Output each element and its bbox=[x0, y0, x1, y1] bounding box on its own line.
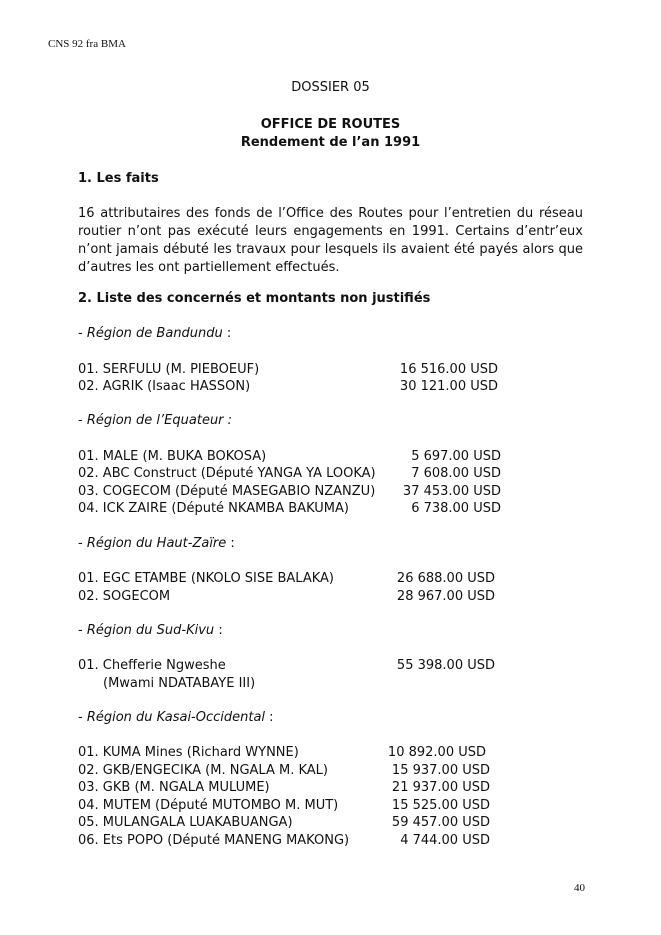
list-item-label: 03. GKB (M. NGALA MULUME) bbox=[78, 780, 270, 795]
list-item-amount: 30 121.00 USD bbox=[399, 379, 498, 394]
list-item-amount: 28 967.00 USD bbox=[396, 589, 495, 604]
page-number: 40 bbox=[574, 882, 585, 894]
region-heading: - Région du Kasai-Occidental : bbox=[78, 710, 274, 725]
list-item-amount: 10 892.00 USD bbox=[387, 745, 486, 760]
list-item-label: 05. MULANGALA LUAKABUANGA) bbox=[78, 815, 293, 830]
list-item-label: 01. SERFULU (M. PIEBOEUF) bbox=[78, 362, 260, 377]
region-heading: - Région de Bandundu : bbox=[78, 326, 232, 341]
list-item-amount: 15 525.00 USD bbox=[391, 798, 490, 813]
list-item-amount: 7 608.00 USD bbox=[411, 466, 501, 481]
list-item-amount: 37 453.00 USD bbox=[402, 484, 501, 499]
list-item-label: 04. MUTEM (Député MUTOMBO M. MUT) bbox=[78, 798, 339, 813]
list-item-label: 02. GKB/ENGECIKA (M. NGALA M. KAL) bbox=[78, 763, 328, 778]
list-item-label: 02. ABC Construct (Député YANGA YA LOOKA) bbox=[78, 466, 376, 481]
list-item-label: (Mwami NDATABAYE III) bbox=[103, 676, 256, 691]
region-heading: - Région du Haut-Zaïre : bbox=[78, 536, 235, 551]
list-item-amount: 5 697.00 USD bbox=[411, 449, 501, 464]
document-title: OFFICE DE ROUTES bbox=[260, 117, 401, 132]
dossier-number: DOSSIER 05 bbox=[291, 80, 370, 95]
list-item-label: 01. KUMA Mines (Richard WYNNE) bbox=[78, 745, 299, 760]
region-heading: - Région du Sud-Kivu : bbox=[78, 623, 223, 638]
document-subtitle: Rendement de l’an 1991 bbox=[240, 135, 421, 150]
list-item-amount: 26 688.00 USD bbox=[396, 571, 495, 586]
list-item-amount: 4 744.00 USD bbox=[400, 833, 490, 848]
list-item-label: 02. SOGECOM bbox=[78, 589, 171, 604]
list-item-label: 01. EGC ETAMBE (NKOLO SISE BALAKA) bbox=[78, 571, 335, 586]
list-item-amount: 15 937.00 USD bbox=[391, 763, 490, 778]
list-item-amount: 59 457.00 USD bbox=[391, 815, 490, 830]
list-item-label: 03. COGECOM (Député MASEGABIO NZANZU) bbox=[78, 484, 376, 499]
section-1-heading: 1. Les faits bbox=[78, 171, 159, 186]
list-item-amount: 21 937.00 USD bbox=[391, 780, 490, 795]
section-1-paragraph: 16 attributaires des fonds de l’Office des Routes pour l’entretien du réseau routier n’ont pas exécuté leurs engagements en 1991. Certains d’entr’eux n’ont jamais débuté les travaux pour lesquels ils avaient été payés alors que d’autres les ont partiellement effectués. bbox=[78, 206, 583, 275]
list-item-amount: 6 738.00 USD bbox=[411, 501, 501, 516]
list-item-amount: 16 516.00 USD bbox=[399, 362, 498, 377]
list-item-label: 01. MALE (M. BUKA BOKOSA) bbox=[78, 449, 267, 464]
region-heading: - Région de l’Equateur : bbox=[78, 413, 233, 428]
list-item-label: 06. Ets POPO (Député MANENG MAKONG) bbox=[78, 833, 350, 848]
list-item-label: 01. Chefferie Ngweshe bbox=[78, 658, 226, 673]
section-2-heading: 2. Liste des concernés et montants non justifiés bbox=[78, 291, 431, 306]
document-reference: CNS 92 fra BMA bbox=[48, 38, 126, 50]
list-item-label: 04. ICK ZAIRE (Député NKAMBA BAKUMA) bbox=[78, 501, 349, 516]
list-item-label: 02. AGRIK (Isaac HASSON) bbox=[78, 379, 251, 394]
list-item-amount: 55 398.00 USD bbox=[396, 658, 495, 673]
